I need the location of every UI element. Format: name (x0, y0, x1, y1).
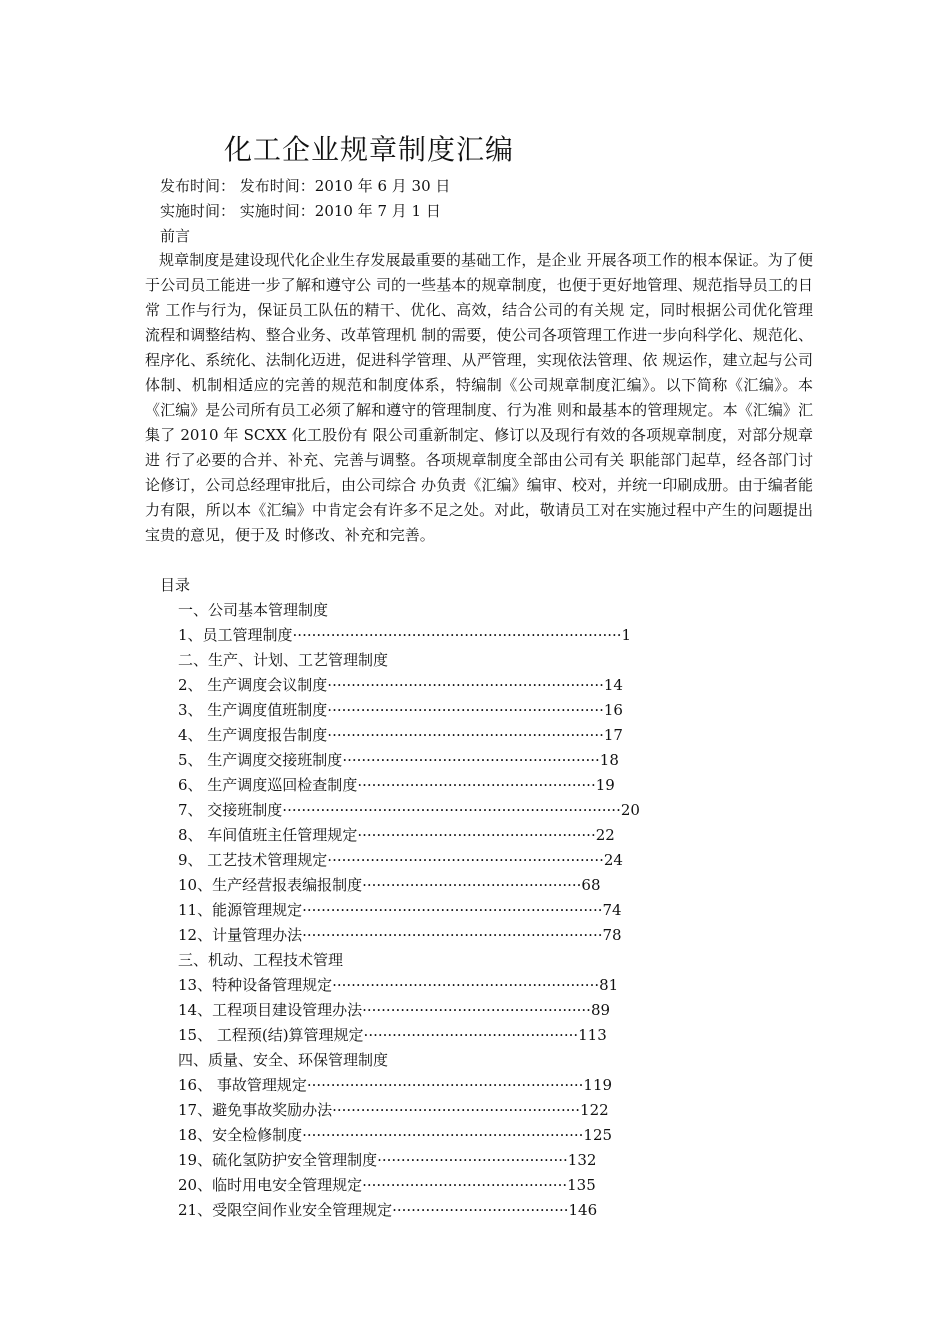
toc-entry[interactable]: 11、能源管理规定·······························································74 (178, 901, 622, 919)
effective-date-line: 实施时间： 实施时间：2010 年 7 月 1 日 (160, 202, 441, 220)
toc-entry[interactable]: 6、 生产调度巡回检查制度··················································19 (178, 776, 615, 794)
toc-entry[interactable]: 5、 生产调度交接班制度······················································18 (178, 751, 619, 769)
toc-heading: 目录 (160, 576, 191, 594)
toc-entry[interactable]: 13、特种设备管理规定························································81 (178, 976, 619, 994)
toc-entry[interactable]: 19、硫化氢防护安全管理制度········································132 (178, 1151, 597, 1169)
toc-entry[interactable]: 7、 交接班制度·······································································20 (178, 801, 640, 819)
toc-entry[interactable]: 16、 事故管理规定··························································119 (178, 1076, 613, 1094)
toc-entry[interactable]: 20、临时用电安全管理规定···········································135 (178, 1176, 596, 1194)
toc-entry[interactable]: 10、生产经营报表编报制度··············································68 (178, 876, 601, 894)
document-title: 化工企业规章制度汇编 (224, 133, 515, 166)
toc-section-heading: 三、机动、工程技术管理 (178, 951, 344, 969)
toc-entry[interactable]: 1、员工管理制度·····································································1 (178, 626, 632, 644)
toc-entry[interactable]: 2、 生产调度会议制度··························································14 (178, 676, 623, 694)
issue-date-line: 发布时间： 发布时间：2010 年 6 月 30 日 (160, 177, 451, 195)
toc-entry[interactable]: 8、 车间值班主任管理规定··················································22 (178, 826, 615, 844)
toc-section-heading: 四、质量、安全、环保管理制度 (178, 1051, 389, 1069)
toc-entry[interactable]: 15、 工程预(结)算管理规定·············································113 (178, 1026, 607, 1044)
toc-entry[interactable]: 18、安全检修制度···························································125 (178, 1126, 613, 1144)
toc-entry[interactable]: 9、 工艺技术管理规定··························································24 (178, 851, 623, 869)
preface-paragraph: 规章制度是建设现代化企业生存发展最重要的基础工作，是企业 开展各项工作的根本保证。为了便于公司员工能进一步了解和遵守公 司的一些基本的规章制度，也便于更好地管理、规范指导员工的日常 工作与行为，保证员工队伍的精干、优化、高效，结合公司的有关规 定，同时根据公司优化管理流程和调整结构、整合业务、改革管理机 制的需要，使公司各项管理工作进一步向科学化、规范化、程序化、系统化、法制化迈进，促进科学管理、从严管理，实现依法管理、依 规运作，建立起与公司体制、机制相适应的完善的规范和制度体系，特编制《公司规章制度汇编》。以下简称《汇编》。本《汇编》是公司所有员工必须了解和遵守的管理制度、行为准 则和最基本的管理规定。本《汇编》汇集了 2010 年 SCXX 化工股份有 限公司重新制定、修订以及现行有效的各项规章制度，对部分规章进 行了必要的合并、补充、完善与调整。各项规章制度全部由公司有关 职能部门起草，经各部门讨论修订，公司总经理审批后，由公司综合 办负责《汇编》编审、校对，并统一印刷成册。由于编者能力有限，所以本《汇编》中肯定会有许多不足之处。对此，敬请员工对在实施过程中产生的问题提出宝贵的意见，便于及 时修改、补充和完善。 (145, 251, 813, 544)
toc-entry[interactable]: 21、受限空间作业安全管理规定·····································146 (178, 1201, 598, 1219)
toc-entry[interactable]: 14、工程项目建设管理办法················································89 (178, 1001, 611, 1019)
toc-entry[interactable]: 3、 生产调度值班制度··························································16 (178, 701, 623, 719)
toc-section-heading: 二、生产、计划、工艺管理制度 (178, 651, 389, 669)
toc-section-heading: 一、公司基本管理制度 (178, 601, 329, 619)
preface-label: 前言 (160, 227, 191, 245)
toc-entry[interactable]: 17、避免事故奖励办法····················································122 (178, 1101, 609, 1119)
toc-entry[interactable]: 4、 生产调度报告制度··························································17 (178, 726, 623, 744)
toc-entry[interactable]: 12、计量管理办法·······························································78 (178, 926, 622, 944)
